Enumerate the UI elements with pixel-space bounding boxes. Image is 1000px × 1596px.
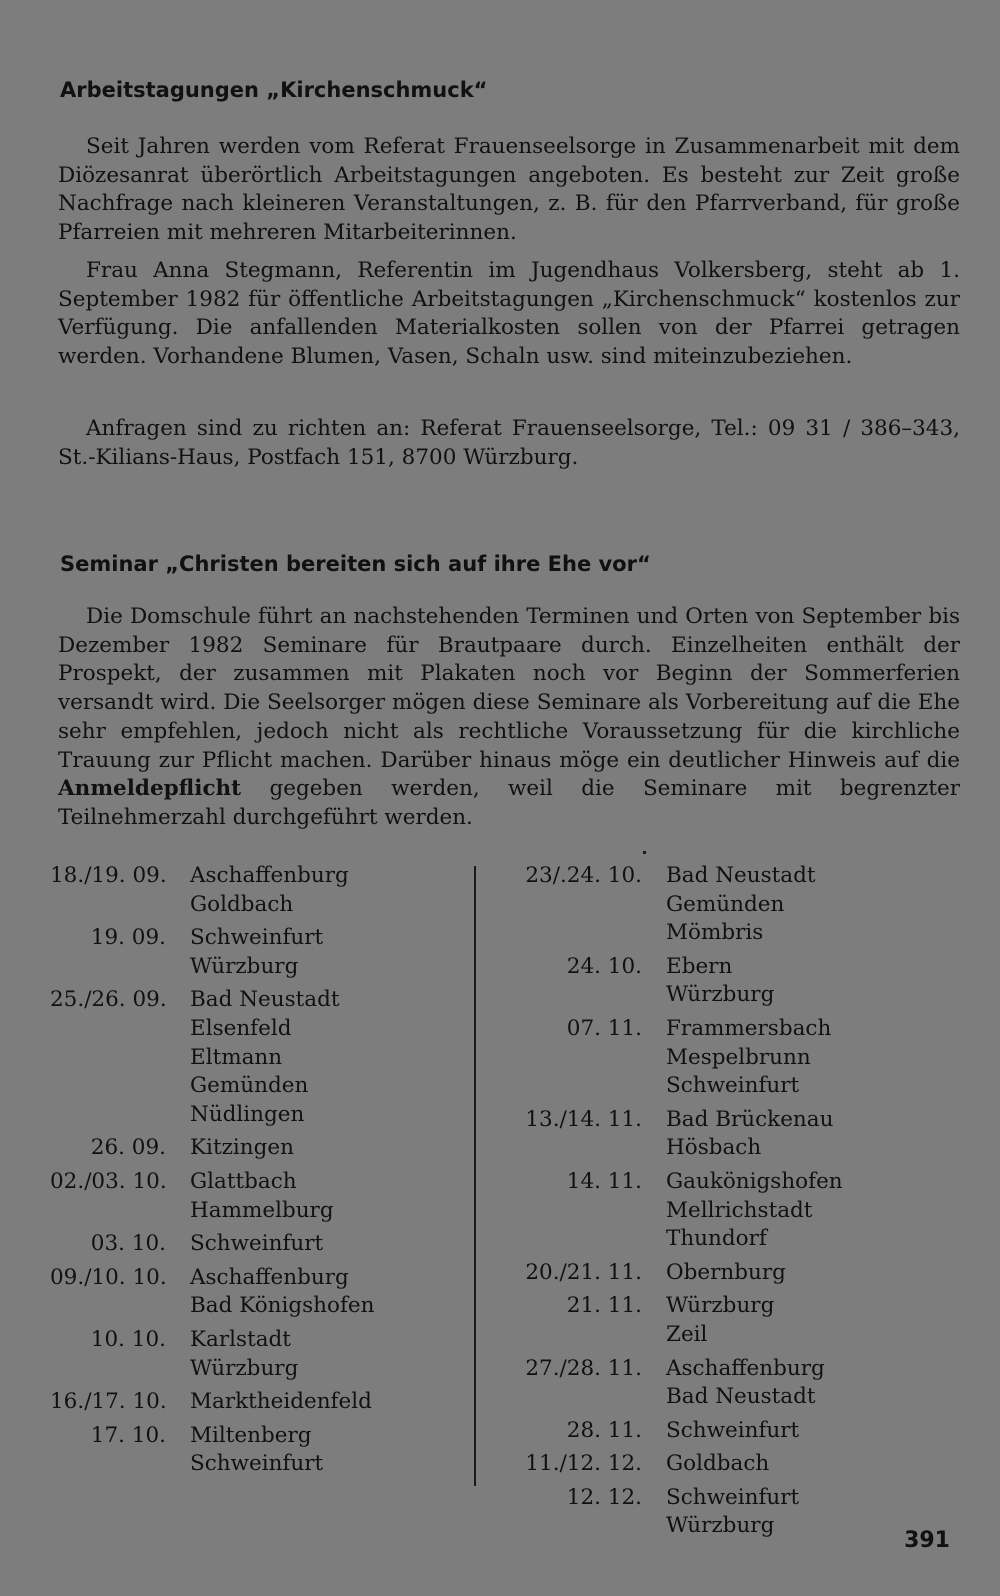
schedule-date: 18./19. 09. <box>50 863 167 888</box>
schedule-date: 11./12. 12. <box>525 1451 642 1477</box>
schedule-place: Nüdlingen <box>190 1101 305 1127</box>
schedule-places <box>666 1450 769 1479</box>
schedule-date: 20./21. 11. <box>525 1259 642 1285</box>
schedule-entry <box>50 1230 374 1259</box>
schedule-places <box>666 1355 825 1412</box>
schedule-entry <box>525 1168 843 1254</box>
schedule-place: Obernburg <box>666 1259 786 1285</box>
schedule-place: Hammelburg <box>190 1197 334 1223</box>
schedule-entry <box>50 1168 374 1225</box>
paragraph-contact: Anfragen sind zu richten an: Referat Frauenseelsorge, Tel.: 09 31 / 386–343, St.-Kilians-Haus, Postfach 151, 8700 Würzburg. <box>58 416 960 470</box>
schedule-date: 24. 10. <box>566 953 642 979</box>
paragraph-seminar <box>58 603 960 833</box>
schedule-entry <box>525 1259 843 1288</box>
schedule-places <box>666 1484 799 1541</box>
schedule-entry <box>50 1326 374 1383</box>
schedule-date: 21. 11. <box>566 1293 642 1319</box>
schedule-place: Gaukönigshofen <box>666 1168 843 1194</box>
schedule-place: Mömbris <box>666 920 764 946</box>
schedule-date: 02./03. 10. <box>50 1168 167 1194</box>
column-divider <box>474 866 476 1486</box>
schedule-places <box>190 1388 372 1417</box>
schedule-places <box>666 862 816 948</box>
schedule-place: Bad Brückenau <box>666 1106 834 1132</box>
schedule-entry <box>50 1134 374 1163</box>
schedule-place: Würzburg <box>666 1513 775 1539</box>
schedule-places <box>190 1134 294 1163</box>
schedule-place: Gemünden <box>190 1073 309 1099</box>
schedule-place: Miltenberg <box>190 1422 312 1448</box>
schedule-places <box>666 953 774 1010</box>
schedule-place: Bad Königshofen <box>190 1293 375 1319</box>
schedule-date: 23/.24. 10. <box>525 863 642 888</box>
schedule-places <box>190 862 349 919</box>
schedule-places <box>190 1422 323 1479</box>
schedule-places <box>190 986 340 1129</box>
schedule-place: Bad Neustadt <box>666 863 816 888</box>
schedule-place: Aschaffenburg <box>666 1355 825 1381</box>
schedule-entry <box>50 1264 374 1321</box>
schedule-date: 19. 09. <box>90 925 166 951</box>
stray-dot <box>643 851 646 854</box>
schedule-date: 16./17. 10. <box>50 1389 167 1415</box>
schedule-places <box>190 1326 298 1383</box>
schedule-entry <box>50 1388 374 1417</box>
section-heading-kirchenschmuck: Arbeitstagungen „Kirchenschmuck“ <box>60 78 488 102</box>
schedule-date: 12. 12. <box>566 1484 642 1510</box>
schedule-place: Elsenfeld <box>190 1015 292 1041</box>
schedule-entry <box>525 1417 843 1446</box>
schedule-date: 27./28. 11. <box>525 1355 642 1381</box>
schedule-place: Frammersbach <box>666 1015 832 1041</box>
schedule-entry <box>525 1484 843 1541</box>
schedule-place: Ebern <box>666 953 733 979</box>
schedule-place: Würzburg <box>666 1293 775 1319</box>
schedule-place: Schweinfurt <box>190 925 324 951</box>
schedule-place: Thundorf <box>666 1226 767 1252</box>
schedule-place: Aschaffenburg <box>190 1264 349 1290</box>
schedule-place: Goldbach <box>190 891 294 917</box>
schedule-entry <box>50 986 374 1129</box>
schedule-column-right <box>525 862 843 1546</box>
paragraph-stegmann: Frau Anna Stegmann, Referentin im Jugendhaus Volkersberg, steht ab 1. September 1982 für öffentliche Arbeitstagungen „Kirchenschmuck“ kostenlos zur Verfügung. Die anfallenden Materialkosten sollen von der Pfarrei getragen werden. Vorhandene Blumen, Vasen, Schaln usw. sind miteinzubeziehen. <box>58 258 960 370</box>
schedule-date: 10. 10. <box>90 1326 166 1352</box>
schedule-place: Schweinfurt <box>666 1073 800 1099</box>
schedule-place: Kitzingen <box>190 1135 294 1161</box>
schedule-places <box>190 1264 374 1321</box>
schedule-place: Schweinfurt <box>190 1451 324 1477</box>
schedule-date: 26. 09. <box>90 1135 166 1161</box>
schedule-entry <box>525 1355 843 1412</box>
schedule-entry <box>525 1015 843 1101</box>
schedule-places <box>190 1230 323 1259</box>
schedule-places <box>666 1168 843 1254</box>
schedule-column-left <box>50 862 374 1484</box>
section-heading-seminar: Seminar „Christen bereiten sich auf ihre Ehe vor“ <box>60 552 651 576</box>
schedule-places <box>190 1168 334 1225</box>
schedule-entry <box>50 924 374 981</box>
schedule-place: Aschaffenburg <box>190 863 349 888</box>
schedule-place: Würzburg <box>190 953 299 979</box>
schedule-entry <box>50 862 374 919</box>
schedule-place: Karlstadt <box>190 1326 291 1352</box>
schedule-place: Gemünden <box>666 891 785 917</box>
schedule-place: Würzburg <box>666 982 775 1008</box>
schedule-place: Goldbach <box>666 1451 770 1477</box>
schedule-place: Mespelbrunn <box>666 1044 811 1070</box>
schedule-place: Hösbach <box>666 1135 762 1161</box>
schedule-date: 07. 11. <box>566 1015 642 1041</box>
schedule-place: Schweinfurt <box>666 1484 800 1510</box>
schedule-place: Mellrichstadt <box>666 1197 813 1223</box>
paragraph-seminar-text-before: Die Domschule führt an nachstehenden Terminen und Orten von September bis Dezember 1982 Seminare für Brautpaare durch. Einzelheiten enthält der Prospekt, der zusammen mit Plakaten noch vor Beginn der Sommerferien versandt wird. Die Seelsorger mögen diese Seminare als Vorbereitung auf die Ehe sehr empfehlen, jedoch nicht als rechtliche Voraussetzung für die kirchliche Trauung zur Pflicht machen. Darüber hinaus möge ein deutlicher Hinweis auf die <box>58 604 960 773</box>
schedule-places <box>666 1292 774 1349</box>
schedule-places <box>666 1015 831 1101</box>
schedule-entry <box>525 1450 843 1479</box>
schedule-place: Bad Neustadt <box>190 987 340 1013</box>
schedule-date: 17. 10. <box>90 1422 166 1448</box>
schedule-place: Würzburg <box>190 1355 299 1381</box>
schedule-entry <box>50 1422 374 1479</box>
schedule-places <box>190 924 323 981</box>
schedule-place: Glattbach <box>190 1168 297 1194</box>
schedule-place: Schweinfurt <box>666 1417 800 1443</box>
paragraph-seminar-text-after: gegeben werden, weil die Seminare mit begrenzter Teilnehmerzahl durchgeführt werden. <box>58 776 960 830</box>
paragraph-intro: Seit Jahren werden vom Referat Frauenseelsorge in Zusammenarbeit mit dem Diözesanrat überörtlich Arbeitstagungen angeboten. Es besteht zur Zeit große Nachfrage nach kleineren Veranstaltungen, z. B. für den Pfarrverband, für große Pfarreien mit mehreren Mitarbeiterinnen. <box>58 134 960 246</box>
schedule-date: 09./10. 10. <box>50 1264 167 1290</box>
schedule-place: Eltmann <box>190 1044 283 1070</box>
anmeldepflicht-emphasis: Anmeldepflicht <box>58 776 242 802</box>
schedule-entry <box>525 953 843 1010</box>
schedule-place: Bad Neustadt <box>666 1384 816 1410</box>
schedule-place: Zeil <box>666 1321 708 1347</box>
schedule-entry <box>525 1292 843 1349</box>
schedule-places <box>666 1106 833 1163</box>
schedule-date: 03. 10. <box>90 1231 166 1257</box>
page-number: 391 <box>904 1528 950 1553</box>
schedule-date: 28. 11. <box>566 1417 642 1443</box>
schedule-entry <box>525 1106 843 1163</box>
schedule-date: 14. 11. <box>566 1168 642 1194</box>
schedule-places <box>666 1417 799 1446</box>
schedule-place: Schweinfurt <box>190 1231 324 1257</box>
schedule-place: Marktheidenfeld <box>190 1389 372 1415</box>
schedule-date: 13./14. 11. <box>525 1106 642 1132</box>
schedule-places <box>666 1259 786 1288</box>
schedule-entry <box>525 862 843 948</box>
schedule-date: 25./26. 09. <box>50 987 167 1013</box>
